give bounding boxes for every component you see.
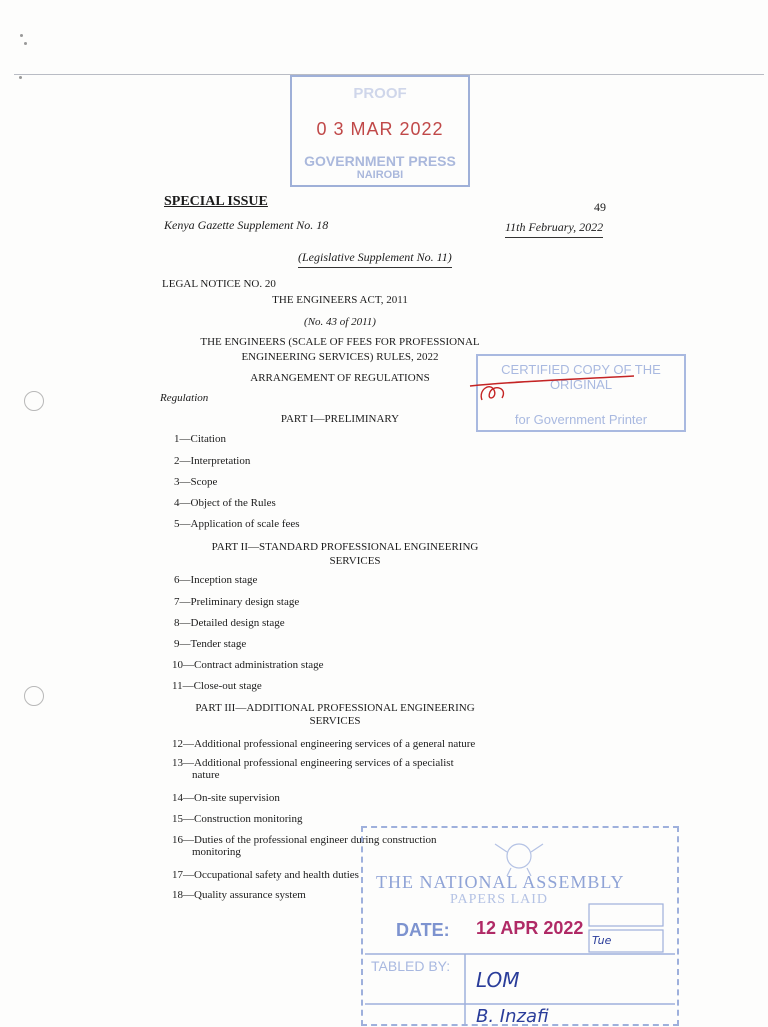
certified-line2: for Government Printer [514, 412, 648, 427]
assembly-title: THE NATIONAL ASSEMBLY [376, 872, 625, 892]
act-number: (No. 43 of 2011) [304, 316, 376, 328]
regulation-item: 5—Application of scale fees [174, 518, 300, 530]
tabled-by-label: TABLED BY: [371, 958, 451, 974]
regulation-item: 3—Scope [174, 476, 218, 488]
regulation-item: 4—Object of the Rules [174, 497, 276, 509]
regulation-label: Regulation [160, 392, 209, 404]
regulation-item: 1—Citation [174, 433, 226, 445]
regulation-item: 9—Tender stage [174, 638, 247, 650]
stamp-header: PROOF [353, 85, 407, 102]
part-3-heading-line1: PART III—ADDITIONAL PROFESSIONAL ENGINEERING [195, 702, 475, 714]
signature-mark [468, 372, 638, 408]
rules-title-line1: THE ENGINEERS (SCALE OF FEES FOR PROFESSIONAL [200, 336, 480, 348]
punch-hole-upper [24, 391, 44, 411]
government-press-stamp [290, 75, 470, 187]
regulation-item: 15—Construction monitoring [172, 813, 303, 825]
legal-notice-number: LEGAL NOTICE NO. 20 [162, 278, 276, 290]
gazette-date: 11th February, 2022 [505, 220, 603, 238]
regulation-item: 7—Preliminary design stage [174, 596, 300, 608]
tabled-by-value: LOM [476, 968, 520, 992]
certified-line1: CERTIFIED COPY OF THE ORIGINAL [501, 362, 661, 392]
regulation-item: 11—Close-out stage [172, 680, 262, 692]
regulation-item [172, 757, 454, 781]
part-2-heading-line2: SERVICES [329, 555, 381, 567]
regulation-item: 10—Contract administration stage [172, 659, 324, 671]
assembly-date-label: DATE: [396, 920, 450, 940]
regulation-text: 13—Additional professional engineering services of a specialist [172, 757, 454, 769]
legislative-supplement: (Legislative Supplement No. 11) [298, 250, 452, 268]
stamp-city: NAIROBI [356, 169, 404, 181]
regulation-continuation: nature [192, 769, 220, 781]
regulation-continuation: monitoring [192, 846, 241, 858]
clerk-note: B. Inzafi [476, 1006, 549, 1027]
page-number: 49 [594, 200, 606, 214]
arrangement-heading: ARRANGEMENT OF REGULATIONS [250, 372, 430, 384]
part-3-heading-line2: SERVICES [309, 715, 361, 727]
regulation-item: 6—Inception stage [174, 574, 258, 586]
regulation-item: 17—Occupational safety and health duties [172, 869, 359, 881]
regulation-item: 18—Quality assurance system [172, 889, 306, 901]
regulation-item: 14—On-site supervision [172, 792, 280, 804]
act-title: THE ENGINEERS ACT, 2011 [272, 294, 408, 306]
rules-title-line2: ENGINEERING SERVICES) RULES, 2022 [241, 351, 439, 363]
stamp-date: 0 3 MAR 2022 [316, 119, 444, 139]
regulation-text: 16—Duties of the professional engineer during construction [172, 834, 437, 846]
special-issue-heading: SPECIAL ISSUE [164, 194, 268, 209]
regulation-item: 12—Additional professional engineering services of a general nature [172, 738, 476, 750]
handwritten-day: Tue [592, 934, 612, 947]
gazette-supplement: Kenya Gazette Supplement No. 18 [164, 218, 329, 232]
part-2-heading-line1: PART II—STANDARD PROFESSIONAL ENGINEERING [211, 541, 479, 553]
assembly-subtitle: PAPERS LAID [450, 892, 549, 907]
part-1-heading: PART I—PRELIMINARY [280, 413, 400, 425]
scan-specks [18, 30, 34, 90]
stamp-org: GOVERNMENT PRESS [304, 153, 456, 169]
regulation-item: 8—Detailed design stage [174, 617, 285, 629]
assembly-date: 12 APR 2022 [476, 918, 584, 938]
punch-hole-lower [24, 686, 44, 706]
regulation-item: 2—Interpretation [174, 455, 251, 467]
